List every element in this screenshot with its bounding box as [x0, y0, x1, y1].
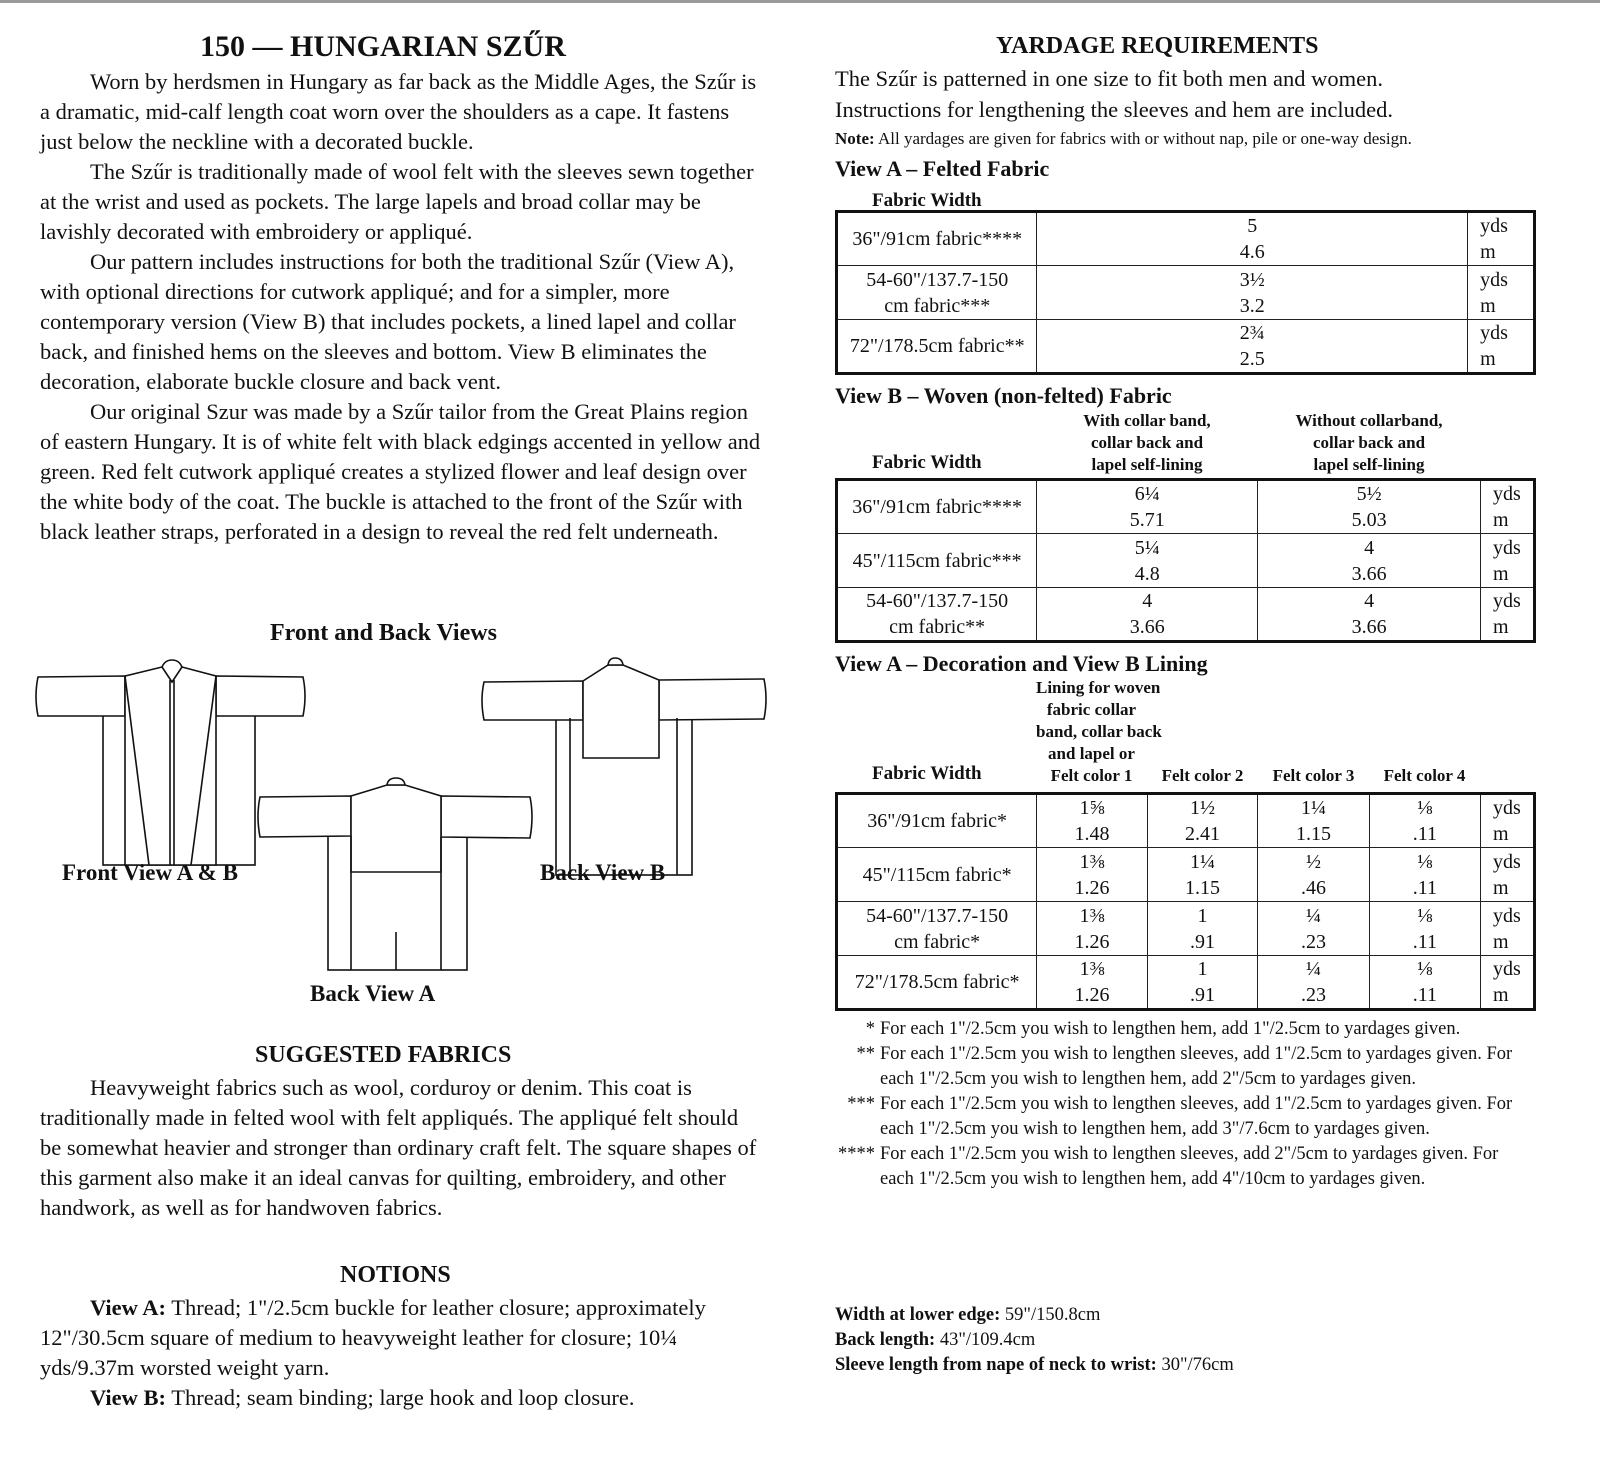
unit-m: m	[1493, 984, 1509, 1006]
fabric-width-cell: 45"/115cm fabric*	[837, 848, 1037, 902]
footnote-text: For each 1"/2.5cm you wish to lengthen hem, add 1"/2.5cm to yardages given.	[880, 1019, 1461, 1039]
fabric-width-cell: 36"/91cm fabric*	[837, 794, 1037, 848]
measurement-width	[835, 1303, 1234, 1328]
yds-value: 1	[1197, 904, 1208, 927]
table-c-col1-header	[1036, 677, 1162, 787]
unit-yds: yds	[1493, 797, 1521, 819]
fabric-width-line: cm fabric*	[894, 930, 981, 953]
unit-m: m	[1480, 294, 1496, 317]
table-a-title: View A – Felted Fabric	[835, 156, 1050, 181]
back-view-a-label: Back View A	[310, 981, 436, 1006]
yardage-cell	[1037, 848, 1147, 902]
yds-value: ¼	[1305, 904, 1321, 927]
header-line: collar back and	[1090, 433, 1204, 452]
notions-view-a	[40, 1293, 755, 1383]
header-line: and lapel or	[1048, 744, 1135, 763]
footnote	[835, 1017, 1535, 1042]
fabric-width-line: cm fabric**	[889, 616, 986, 638]
back-view-b-label: Back View B	[540, 860, 666, 885]
yds-value: ⅛	[1417, 904, 1433, 927]
unit-cell	[1481, 956, 1535, 1010]
unit-cell	[1468, 212, 1535, 266]
m-value: 4.6	[1239, 241, 1265, 263]
m-value: 1.26	[1074, 984, 1110, 1006]
yardage-intro-line: Instructions for lengthening the sleeves and hem are included.	[835, 97, 1393, 122]
m-value: .91	[1189, 930, 1215, 953]
yds-value: 4	[1142, 590, 1153, 612]
unit-yds: yds	[1480, 322, 1508, 344]
footnote	[835, 1092, 1535, 1142]
fabric-width-cell: 36"/91cm fabric****	[837, 212, 1037, 266]
fabric-width-cell: 36"/91cm fabric****	[837, 480, 1037, 534]
views-heading: Front and Back Views	[270, 620, 497, 646]
yardage-cell	[1037, 588, 1258, 642]
yardage-cell	[1369, 794, 1480, 848]
m-value: 4.8	[1134, 562, 1160, 585]
yardage-cell	[1147, 794, 1257, 848]
m-value: .91	[1189, 984, 1215, 1006]
yardage-cell	[1369, 956, 1480, 1010]
unit-yds: yds	[1493, 536, 1521, 559]
unit-m: m	[1493, 823, 1509, 845]
yds-value: 4	[1364, 590, 1375, 612]
table-row	[837, 794, 1535, 848]
yardage-cell	[1258, 534, 1481, 588]
header-line: Felt color 1	[1050, 766, 1133, 785]
notions-text	[40, 1293, 755, 1413]
m-value: 2.41	[1184, 823, 1220, 845]
unit-m: m	[1480, 241, 1496, 263]
table-c-col4-header: Felt color 4	[1383, 766, 1466, 785]
yardage-cell	[1037, 320, 1468, 374]
intro-text	[40, 67, 765, 547]
intro-paragraph: Our original Szur was made by a Szűr tailor from the Great Plains region of eastern Hungary. It is of white felt with black edgings accented in yellow and green. Red felt cutwork appliqué creates a stylized flower and leaf design over the white body of the coat. The buckle is attached to the front of the Szűr with black leather straps, perforated in a design to reveal the red felt underneath.	[40, 399, 761, 544]
measurement-label: Back length:	[835, 1330, 936, 1350]
table-b-col-header: Fabric Width	[872, 452, 982, 473]
header-line: Lining for woven	[1036, 678, 1161, 697]
unit-yds: yds	[1493, 904, 1521, 927]
m-value: .11	[1412, 930, 1437, 953]
m-value: .23	[1300, 984, 1326, 1006]
yds-value: 1¼	[1189, 850, 1215, 873]
yardage-cell	[1037, 480, 1258, 534]
unit-m: m	[1493, 930, 1509, 953]
note-text: All yardages are given for fabrics with or without nap, pile or one-way design.	[874, 129, 1412, 148]
fabric-width-cell	[837, 902, 1037, 956]
intro-paragraph: Our pattern includes instructions for both the traditional Szűr (View A), with optional directions for cutwork appliqué; and for a simpler, more contemporary version (View B) that includes pockets, a lined lapel and collar back, and finished hems on the sleeves and bottom. View B eliminates the decoration, elaborate buckle closure and back vent.	[40, 249, 736, 394]
header-line: band, collar back	[1036, 722, 1162, 741]
table-row	[837, 212, 1535, 266]
unit-cell	[1481, 534, 1535, 588]
measurement-label: Width at lower edge:	[835, 1305, 1001, 1325]
yds-value: ⅛	[1417, 797, 1433, 819]
yardage-cell	[1369, 848, 1480, 902]
footnote-mark: ***	[847, 1094, 875, 1114]
table-b	[835, 478, 1536, 643]
yardage-cell	[1258, 956, 1369, 1010]
unit-m: m	[1493, 509, 1509, 531]
fabric-width-cell	[837, 266, 1037, 320]
intro-paragraph: The Szűr is traditionally made of wool felt with the sleeves sewn together at the wrist and used as pockets. The large lapels and broad collar may be lavishly decorated with embroidery or appliqué.	[40, 159, 754, 244]
yds-value: 5½	[1356, 483, 1382, 505]
m-value: 5.03	[1351, 509, 1387, 531]
note-label: Note:	[835, 129, 875, 148]
yardage-heading: YARDAGE REQUIREMENTS	[996, 33, 1319, 59]
yds-value: ⅛	[1417, 958, 1433, 980]
header-line: With collar band,	[1083, 411, 1211, 430]
m-value: 1.15	[1184, 876, 1220, 899]
unit-yds: yds	[1480, 215, 1508, 237]
notions-view-b-label: View B:	[90, 1385, 167, 1410]
notions-view-b	[40, 1383, 755, 1413]
unit-yds: yds	[1480, 268, 1508, 291]
yds-value: 2¾	[1239, 322, 1265, 344]
unit-cell	[1468, 320, 1535, 374]
yds-value: 3½	[1239, 268, 1265, 291]
unit-yds: yds	[1493, 483, 1521, 505]
fabric-width-cell	[837, 588, 1037, 642]
table-b-title: View B – Woven (non-felted) Fabric	[835, 383, 1172, 408]
fabric-width-line: 54-60"/137.7-150	[866, 904, 1009, 927]
unit-cell	[1481, 902, 1535, 956]
unit-m: m	[1493, 616, 1509, 638]
m-value: 2.5	[1239, 348, 1265, 370]
m-value: .23	[1300, 930, 1326, 953]
yardage-cell	[1147, 902, 1257, 956]
unit-cell	[1481, 794, 1535, 848]
yardage-intro-line: The Szűr is patterned in one size to fit both men and women.	[835, 66, 1383, 91]
footnotes	[835, 1017, 1535, 1192]
yardage-cell	[1147, 848, 1257, 902]
yardage-cell	[1147, 956, 1257, 1010]
footnote	[835, 1142, 1535, 1192]
m-value: 3.66	[1351, 562, 1387, 585]
table-row	[837, 848, 1535, 902]
m-value: .11	[1412, 823, 1437, 845]
m-value: 1.26	[1074, 930, 1110, 953]
back-view-b-illustration	[0, 0, 1, 1]
footnote-text: For each 1"/2.5cm you wish to lengthen sleeves, add 1"/2.5cm to yardages given. For each 1"/2.5cm you wish to lengthen hem, add 2"/5cm to yardages given.	[880, 1044, 1513, 1089]
notions-heading: NOTIONS	[340, 1262, 451, 1288]
m-value: 3.2	[1239, 294, 1265, 317]
header-line: collar back and	[1312, 433, 1426, 452]
fabrics-text	[40, 1073, 765, 1223]
table-c-col-header: Fabric Width	[872, 763, 982, 784]
yardage-cell	[1258, 848, 1369, 902]
yardage-cell	[1037, 212, 1468, 266]
header-line: lapel self-lining	[1313, 455, 1425, 474]
yds-value: 1⅜	[1079, 904, 1105, 927]
table-a-col-header: Fabric Width	[872, 190, 982, 211]
table-c-col2-header: Felt color 2	[1161, 766, 1244, 785]
unit-yds: yds	[1493, 590, 1521, 612]
unit-m: m	[1493, 562, 1509, 585]
fabric-width-line: cm fabric***	[884, 294, 991, 317]
table-b-col2-header	[1258, 410, 1480, 476]
footnote-mark: *	[865, 1019, 875, 1039]
yds-value: 5¼	[1134, 536, 1160, 559]
yardage-cell	[1037, 902, 1147, 956]
header-line: lapel self-lining	[1091, 455, 1203, 474]
suggested-fabrics-heading: SUGGESTED FABRICS	[255, 1042, 512, 1068]
m-value: 1.26	[1074, 876, 1110, 899]
yds-value: 1½	[1189, 797, 1215, 819]
page-title: 150 — HUNGARIAN SZŰR	[200, 30, 566, 63]
table-c	[835, 792, 1536, 1011]
measurement-value: 43"/109.4cm	[935, 1330, 1036, 1350]
table-c-title: View A – Decoration and View B Lining	[835, 651, 1208, 676]
yardage-intro	[835, 63, 1393, 125]
yds-value: ¼	[1305, 958, 1321, 980]
yardage-cell	[1037, 534, 1258, 588]
table-row	[837, 266, 1535, 320]
footnote-mark: ****	[838, 1144, 875, 1164]
footnote-text: For each 1"/2.5cm you wish to lengthen sleeves, add 1"/2.5cm to yardages given. For each 1"/2.5cm you wish to lengthen hem, add 3"/7.6cm to yardages given.	[880, 1094, 1513, 1139]
yds-value: ½	[1305, 850, 1321, 873]
unit-cell	[1481, 480, 1535, 534]
m-value: 5.71	[1129, 509, 1165, 531]
fabric-width-line: 54-60"/137.7-150	[866, 268, 1009, 291]
table-b-col1-header	[1036, 410, 1258, 476]
header-line: Without collarband,	[1295, 411, 1443, 430]
footnote-text: For each 1"/2.5cm you wish to lengthen sleeves, add 2"/5cm to yardages given. For each 1"/2.5cm you wish to lengthen hem, add 4"/10cm to yardages given.	[880, 1144, 1499, 1189]
m-value: .46	[1300, 876, 1326, 899]
table-row	[837, 320, 1535, 374]
yardage-cell	[1258, 588, 1481, 642]
header-line: fabric collar	[1046, 700, 1137, 719]
yds-value: ⅛	[1417, 850, 1433, 873]
yds-value: 1	[1197, 958, 1208, 980]
notions-view-b-text: Thread; seam binding; large hook and loop closure.	[166, 1385, 635, 1410]
yardage-cell	[1037, 956, 1147, 1010]
measurement-back-length	[835, 1328, 1234, 1353]
yds-value: 5	[1247, 215, 1258, 237]
table-c-col3-header: Felt color 3	[1272, 766, 1355, 785]
yds-value: 1⅜	[1079, 850, 1105, 873]
table-row	[837, 588, 1535, 642]
table-row	[837, 902, 1535, 956]
fabric-width-cell: 72"/178.5cm fabric*	[837, 956, 1037, 1010]
yardage-cell	[1258, 902, 1369, 956]
yds-value: 1⅜	[1079, 958, 1105, 980]
front-view-label: Front View A & B	[62, 860, 238, 885]
m-value: 3.66	[1351, 616, 1387, 638]
m-value: 3.66	[1129, 616, 1165, 638]
measurements	[835, 1303, 1234, 1378]
unit-cell	[1468, 266, 1535, 320]
unit-m: m	[1480, 348, 1496, 370]
fabrics-paragraph: Heavyweight fabrics such as wool, corduroy or denim. This coat is traditionally made in felted wool with felt appliqués. The appliqué felt should be somewhat heavier and stronger than ordinary craft felt. The square shapes of this garment also make it an ideal canvas for quilting, embroidery, and other handwork, as well as for handwoven fabrics.	[40, 1075, 757, 1220]
m-value: .11	[1412, 984, 1437, 1006]
measurement-value: 30"/76cm	[1156, 1355, 1234, 1375]
fabric-width-cell: 45"/115cm fabric***	[837, 534, 1037, 588]
fabric-width-cell: 72"/178.5cm fabric**	[837, 320, 1037, 374]
m-value: 1.15	[1295, 823, 1331, 845]
m-value: .11	[1412, 876, 1437, 899]
footnote	[835, 1042, 1535, 1092]
footnote-mark: **	[856, 1044, 875, 1064]
m-value: 1.48	[1074, 823, 1110, 845]
yds-value: 1⅝	[1079, 797, 1105, 819]
unit-cell	[1481, 848, 1535, 902]
table-row	[837, 534, 1535, 588]
measurement-sleeve-length	[835, 1353, 1234, 1378]
yardage-note	[835, 129, 1412, 149]
intro-paragraph: Worn by herdsmen in Hungary as far back as the Middle Ages, the Szűr is a dramatic, mid-calf length coat worn over the shoulders as a cape. It fastens just below the neckline with a decorated buckle.	[40, 69, 757, 154]
notions-view-a-label: View A:	[90, 1295, 167, 1320]
fabric-width-line: 54-60"/137.7-150	[866, 590, 1009, 612]
yardage-cell	[1258, 794, 1369, 848]
unit-yds: yds	[1493, 958, 1521, 980]
yds-value: 6¼	[1134, 483, 1160, 505]
unit-m: m	[1493, 876, 1509, 899]
unit-cell	[1481, 588, 1535, 642]
yds-value: 1¼	[1300, 797, 1326, 819]
measurement-label: Sleeve length from nape of neck to wrist:	[835, 1355, 1157, 1375]
table-row	[837, 956, 1535, 1010]
table-row	[837, 480, 1535, 534]
scan-top-edge	[0, 0, 1600, 3]
measurement-value: 59"/150.8cm	[1000, 1305, 1101, 1325]
notions-view-a-text: Thread; 1"/2.5cm buckle for leather closure; approximately 12"/30.5cm square of medium to heavyweight leather for closure; 10¼ yds/9.37m worsted weight yarn.	[40, 1295, 706, 1380]
table-a	[835, 210, 1536, 375]
yardage-cell	[1369, 902, 1480, 956]
yds-value: 4	[1364, 536, 1375, 559]
yardage-cell	[1037, 266, 1468, 320]
yardage-cell	[1258, 480, 1481, 534]
unit-yds: yds	[1493, 850, 1521, 873]
yardage-cell	[1037, 794, 1147, 848]
